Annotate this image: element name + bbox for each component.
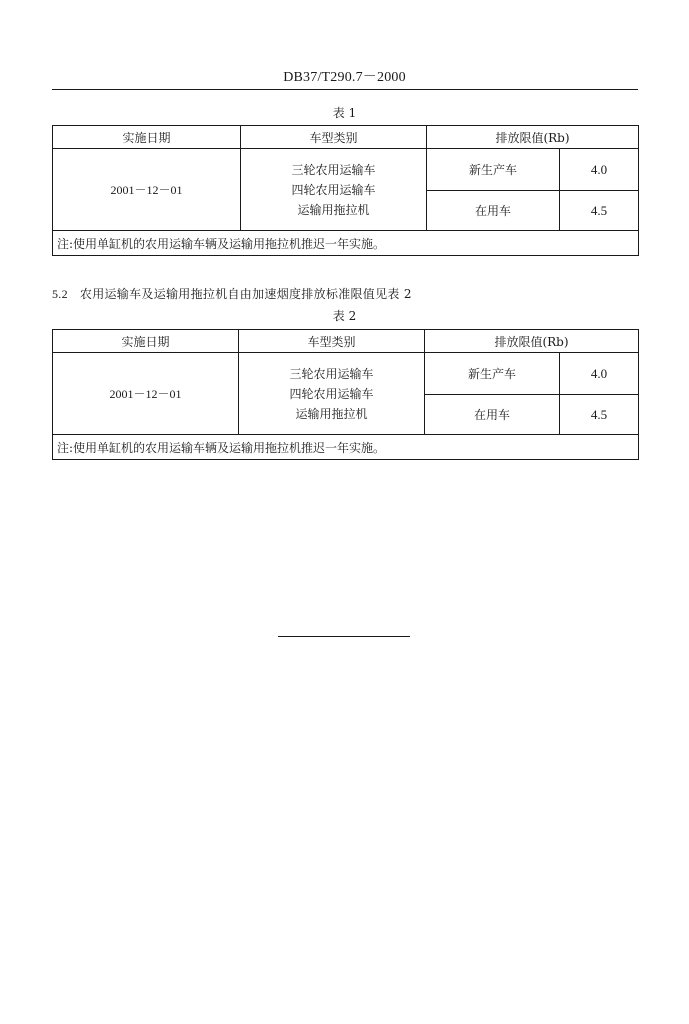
table2-note-row	[53, 435, 639, 460]
table2-header-type: 车型类别	[239, 330, 425, 353]
section-5-2	[52, 285, 412, 302]
table1-date-cell: 2001－12－01	[53, 149, 241, 231]
table2-row	[53, 353, 639, 395]
table2-note: 注:使用单缸机的农用运输车辆及运输用拖拉机推迟一年实施。	[53, 435, 639, 460]
table2-header-row	[53, 330, 639, 353]
table1-in-use-value: 4.5	[560, 191, 639, 231]
table1-caption: 表 1	[332, 106, 357, 120]
table1-type-item: 三轮农用运输车	[291, 162, 376, 177]
table2-in-use-label: 在用车	[425, 395, 560, 435]
table1-type-item: 四轮农用运输车	[291, 182, 376, 197]
table1-header-date: 实施日期	[53, 126, 241, 149]
table1-type-cell	[241, 149, 427, 231]
table2-type-cell	[239, 353, 425, 435]
table1-new-vehicle-value: 4.0	[560, 149, 639, 191]
table1-new-vehicle-label: 新生产车	[427, 149, 560, 191]
table2-caption: 表 2	[332, 309, 357, 323]
table2-type-item: 三轮农用运输车	[289, 366, 374, 381]
end-of-document-rule	[278, 636, 410, 637]
table1-in-use-label: 在用车	[427, 191, 560, 231]
table1-header-type: 车型类别	[241, 126, 427, 149]
table2-in-use-value: 4.5	[560, 395, 639, 435]
table1-row	[53, 149, 639, 191]
header-rule	[52, 89, 638, 90]
table2-new-vehicle-value: 4.0	[560, 353, 639, 395]
table2-type-item: 四轮农用运输车	[289, 386, 374, 401]
table2-type-item: 运输用拖拉机	[295, 406, 368, 421]
section-text: 农用运输车及运输用拖拉机自由加速烟度排放标准限值见表 2	[79, 287, 412, 301]
table1-header-row	[53, 126, 639, 149]
table1-note-row	[53, 231, 639, 256]
table2-new-vehicle-label: 新生产车	[425, 353, 560, 395]
table1-note: 注:使用单缸机的农用运输车辆及运输用拖拉机推迟一年实施。	[53, 231, 639, 256]
table2-date-cell: 2001－12－01	[53, 353, 239, 435]
table1-header-limit: 排放限值(Rb)	[427, 126, 639, 149]
table2-header-limit: 排放限值(Rb)	[425, 330, 639, 353]
table1	[52, 125, 639, 256]
table2	[52, 329, 639, 460]
section-number: 5.2	[52, 287, 68, 301]
table2-header-date: 实施日期	[53, 330, 239, 353]
document-code: DB37/T290.7－2000	[283, 70, 406, 85]
table1-type-item: 运输用拖拉机	[297, 202, 370, 217]
